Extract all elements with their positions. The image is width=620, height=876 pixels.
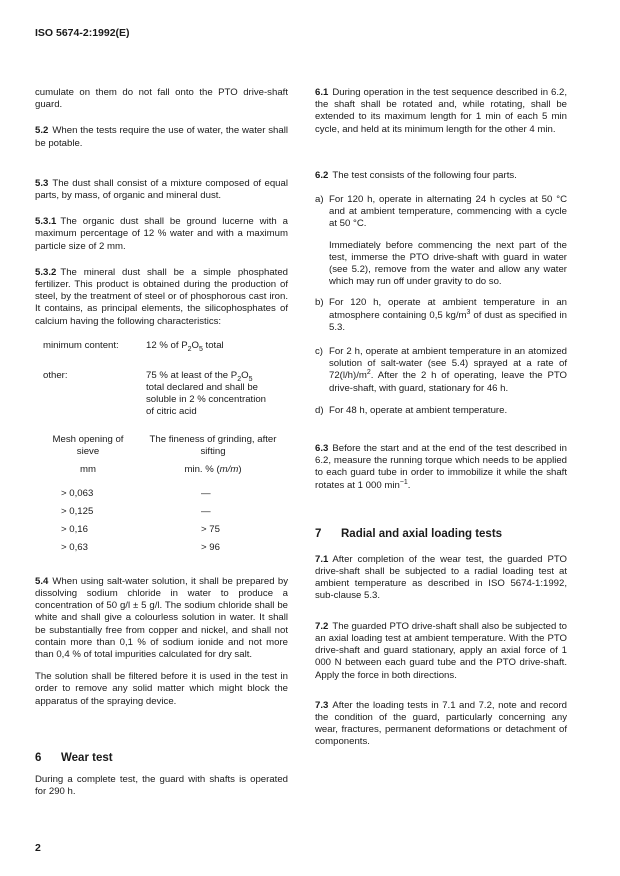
list-label: a) — [315, 194, 324, 206]
clause-6-1 — [315, 87, 567, 136]
clause-number: 6.2 — [315, 169, 329, 181]
list-text: For 48 h, operate at ambient temperature. — [329, 404, 508, 416]
clause-5-3-1 — [35, 216, 288, 253]
section-6-paragraph: During a complete test, the guard with shafts is operated for 290 h. — [35, 773, 288, 798]
list-text: For 2 h, operate at ambient temperature in an atomized solution of salt-water (see 5.4) sprayed at a rate of $72(l/h)/m^2$. After the 2 h of operating, leave the PTO drive-shaft, with guard, stationary for 46 h. — [329, 346, 567, 394]
clause-number: 6.1 — [315, 87, 329, 98]
clause-5-4 — [35, 576, 288, 661]
minimum-content-value: 12 % of $P_2O_5$ total — [146, 339, 224, 353]
clause-5-3-2 — [35, 267, 288, 328]
list-item-a — [315, 194, 567, 231]
table-row-fineness: — — [201, 505, 211, 517]
clause-number: 5.3.1 — [35, 216, 57, 228]
sieve-col2-header: The fineness of grinding, after sifting — [149, 433, 277, 458]
list-label: d) — [315, 404, 324, 416]
table-row-fineness: > 75 — [201, 523, 220, 535]
sieve-table — [35, 434, 288, 574]
list-text: Immediately before commencing the next part of the test, immerse the PTO drive-shaft with guard in water (see 5.2), remove from the water and allow any water which may run off under gravity to do so. — [329, 239, 567, 288]
clause-text: The mineral dust shall be a simple phosphated fertilizer. This product is obtained during the production of steel, by the treatment of steel or of phosphorous cast iron. It contains, as principal elements, the silicophosphates of calcium having the following characteristics: — [35, 266, 288, 327]
clause-text: When the tests require the use of water, the water shall be potable. — [35, 125, 288, 149]
list-item-b — [315, 297, 567, 334]
other-label: other: — [43, 369, 68, 381]
clause-6-3 — [315, 443, 567, 492]
clause-number: 7.2 — [315, 620, 329, 632]
clause-number: 7.3 — [315, 699, 329, 711]
clause-7-1 — [315, 554, 567, 603]
document-header: ISO 5674-2:1992(E) — [35, 27, 130, 39]
clause-7-3 — [315, 700, 567, 749]
section-number: 7 — [315, 527, 322, 540]
clause-text: During operation in the test sequence described in 6.2, the shaft shall be rotated and, while rotating, shall be extended to its maximum length for 1 min of each 5 min cycle, and held at its minimum length for the other 4 min. — [315, 87, 567, 135]
left-column — [35, 87, 288, 798]
section-title: Wear test — [61, 751, 113, 764]
clause-text: The dust shall consist of a mixture composed of equal parts, by mass, of organic and mineral dust. — [35, 177, 288, 202]
clause-text: The organic dust shall be ground lucerne with a maximum percentage of 12 % water and with a maximum particle size of 2 mm. — [35, 216, 288, 252]
clause-text: After the loading tests in 7.1 and 7.2, note and record the condition of the guard, particularly concerning any wear, fractures, permanent deformations or detachment of components. — [315, 699, 567, 748]
right-column — [315, 87, 567, 749]
clause-text: The test consists of the following four parts. — [332, 169, 517, 181]
clause-text: After completion of the wear test, the guarded PTO drive-shaft shall be subjected to a radial loading test at ambient temperature as described in ISO 5674-1:1992, sub-clause 5.3. — [315, 553, 567, 602]
table-row-fineness: — — [201, 487, 211, 499]
list-text: For 120 h, operate in alternating 24 h cycles at 50 °C and at ambient temperature, commencing with a cycle at 50 °C. — [329, 194, 567, 230]
table-row-mesh: > 0,63 — [61, 541, 88, 553]
section-6-heading — [35, 752, 288, 764]
clause-number: 7.1 — [315, 553, 329, 565]
clause-5-4-continued: The solution shall be filtered before it is used in the test in order to remove any solid matter which might block the apparatus of the spraying device. — [35, 671, 288, 707]
clause-7-2 — [315, 621, 567, 682]
clause-5-3 — [35, 178, 288, 202]
composition-table — [35, 340, 288, 420]
table-row-mesh: > 0,125 — [61, 505, 94, 517]
list-item-d — [315, 405, 567, 417]
table-row-mesh: > 0,16 — [61, 523, 88, 535]
clause-text: The guarded PTO drive-shaft shall also be subjected to an axial loading test at ambient temperature. With the PTO drive-shaft and guard stationary, apply an axial force of 1 000 N between each guard tube and the PTO drive-shaft. Apply the force in both directions. — [315, 620, 567, 681]
list-label: b) — [315, 297, 324, 309]
list-label: c) — [315, 346, 323, 358]
table-row-fineness: > 96 — [201, 541, 220, 553]
clause-number: 5.3.2 — [35, 266, 57, 278]
list-item-a-continued — [315, 240, 567, 289]
continuation-paragraph: cumulate on them do not fall onto the PTO drive-shaft guard. — [35, 87, 288, 111]
other-value: 75 % at least of the $P_2O_5$ total declared and shall be soluble in 2 % concentration of citric acid — [146, 369, 266, 418]
clause-5-2 — [35, 125, 288, 149]
list-text: For 120 h, operate at ambient temperature in an atmosphere containing 0,5 $kg/m^3$ of dust as specified in 5.3. — [329, 297, 567, 333]
section-title: Radial and axial loading tests — [341, 527, 503, 540]
table-row-mesh: > 0,063 — [61, 487, 94, 499]
clause-text: Before the start and at the end of the test described in 6.2, measure the running torque which needs to be applied to each guard tube in order to immobilize it while the shaft rotates at 1 000 $\min^{-1}$. — [315, 443, 567, 491]
clause-number: 6.3 — [315, 443, 329, 455]
section-number: 6 — [35, 751, 42, 764]
clause-number: 5.2 — [35, 125, 49, 137]
sieve-col2-unit: min. % (m/m) — [184, 463, 242, 475]
minimum-content-label: minimum content: — [43, 339, 119, 351]
section-7-heading — [315, 528, 567, 540]
list-item-c — [315, 346, 567, 395]
clause-text: When using salt-water solution, it shall be prepared by dissolving sodium chloride in water to produce a concentration of 50 g/l ± 5 g/l. The sodium chloride shall be white and shall give a colourless solution in water. It shall be substantially free from copper and nickel, and shall not contain more than 0,1 % of sodium ionide and not more than 0,4 % of total impurities calculated for dry salt. — [35, 575, 288, 661]
page-number: 2 — [35, 842, 41, 854]
clause-number: 5.4 — [35, 575, 49, 587]
sieve-col1-unit: mm — [80, 463, 96, 475]
clause-6-2 — [315, 170, 567, 182]
clause-number: 5.3 — [35, 177, 49, 189]
sieve-col1-header: Mesh opening of sieve — [52, 433, 124, 458]
